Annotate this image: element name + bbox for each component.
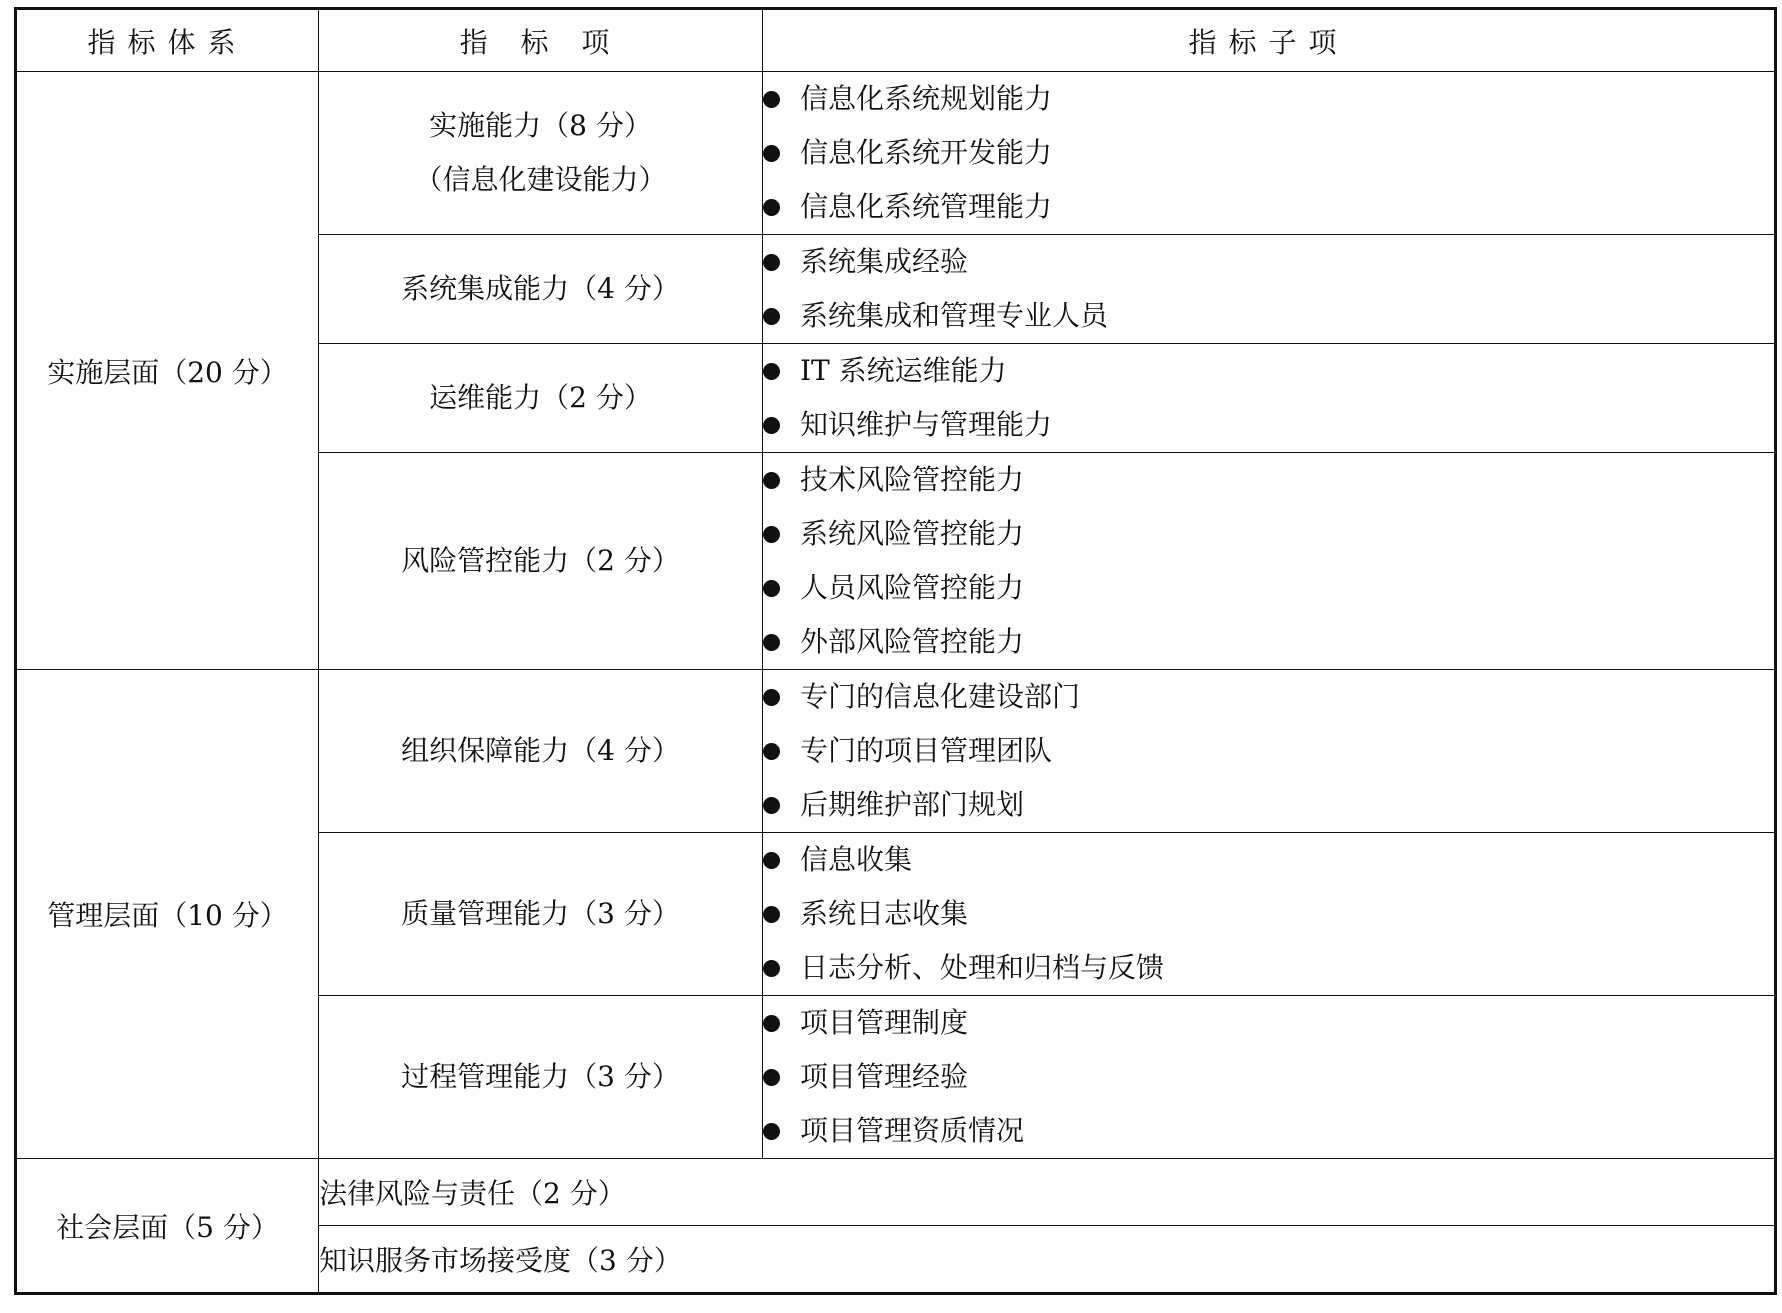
list-item: 信息收集 [763, 833, 1774, 887]
level-management: 管理层面（10 分） [16, 670, 319, 1159]
bullet-icon [763, 417, 780, 434]
list-item: 系统集成经验 [763, 235, 1774, 289]
bullet-icon [763, 906, 780, 923]
list-item: 外部风险管控能力 [763, 615, 1774, 669]
item-organization-support [319, 670, 763, 833]
list-item: 系统日志收集 [763, 887, 1774, 941]
index-system-table [14, 7, 1777, 1295]
item-label: 运维能力（2 分） [429, 381, 652, 414]
subitems-cell [763, 833, 1776, 996]
bullet-icon [763, 526, 780, 543]
table-row [16, 72, 1776, 235]
bullet-icon [763, 91, 780, 108]
bullet-icon [763, 308, 780, 325]
index-system-table-wrapper [14, 7, 1774, 1295]
bullet-icon [763, 634, 780, 651]
list-item: 项目管理经验 [763, 1050, 1774, 1104]
bullet-icon [763, 472, 780, 489]
list-item: 知识维护与管理能力 [763, 398, 1774, 452]
bullet-icon [763, 797, 780, 814]
list-item: 系统风险管控能力 [763, 507, 1774, 561]
item-label: 风险管控能力（2 分） [401, 544, 680, 577]
item-risk-control [319, 453, 763, 670]
item-implementation-capability [319, 72, 763, 235]
bullet-icon [763, 743, 780, 760]
list-item: 日志分析、处理和归档与反馈 [763, 941, 1774, 995]
header-row [16, 9, 1776, 72]
list-item: 后期维护部门规划 [763, 778, 1774, 832]
item-legal-risk: 法律风险与责任（2 分） [319, 1159, 1776, 1226]
bullet-icon [763, 145, 780, 162]
bullet-icon [763, 199, 780, 216]
subitems-cell [763, 670, 1776, 833]
list-item: 技术风险管控能力 [763, 453, 1774, 507]
list-item: 人员风险管控能力 [763, 561, 1774, 615]
item-label: 实施能力（8 分） [429, 109, 652, 142]
item-label: 过程管理能力（3 分） [401, 1060, 680, 1093]
subitems-cell [763, 72, 1776, 235]
bullet-icon [763, 689, 780, 706]
subitems-cell [763, 996, 1776, 1159]
bullet-icon [763, 852, 780, 869]
item-label: 质量管理能力（3 分） [401, 897, 680, 930]
list-item: 信息化系统规划能力 [763, 72, 1774, 126]
list-item: 项目管理资质情况 [763, 1104, 1774, 1158]
bullet-icon [763, 254, 780, 271]
header-index-system: 指标体系 [16, 9, 319, 72]
subitems-cell [763, 453, 1776, 670]
header-index-item: 指 标 项 [319, 9, 763, 72]
list-item: 系统集成和管理专业人员 [763, 289, 1774, 343]
table-row [16, 670, 1776, 833]
list-item: 信息化系统管理能力 [763, 180, 1774, 234]
bullet-icon [763, 580, 780, 597]
bullet-icon [763, 363, 780, 380]
item-market-acceptance: 知识服务市场接受度（3 分） [319, 1226, 1776, 1294]
header-index-subitem: 指标子项 [763, 9, 1776, 72]
bullet-icon [763, 960, 780, 977]
bullet-icon [763, 1069, 780, 1086]
item-process-management [319, 996, 763, 1159]
list-item: IT 系统运维能力 [763, 344, 1774, 398]
item-operations [319, 344, 763, 453]
list-item: 专门的信息化建设部门 [763, 670, 1774, 724]
list-item: 信息化系统开发能力 [763, 126, 1774, 180]
item-quality-management [319, 833, 763, 996]
bullet-icon [763, 1015, 780, 1032]
level-implementation: 实施层面（20 分） [16, 72, 319, 670]
list-item: 项目管理制度 [763, 996, 1774, 1050]
item-system-integration [319, 235, 763, 344]
bullet-icon [763, 1123, 780, 1140]
subitems-cell [763, 235, 1776, 344]
item-sublabel: （信息化建设能力） [414, 163, 667, 196]
item-label: 系统集成能力（4 分） [401, 272, 680, 305]
item-label: 组织保障能力（4 分） [401, 734, 680, 767]
list-item: 专门的项目管理团队 [763, 724, 1774, 778]
table-row [16, 1159, 1776, 1226]
level-social: 社会层面（5 分） [16, 1159, 319, 1294]
subitems-cell [763, 344, 1776, 453]
